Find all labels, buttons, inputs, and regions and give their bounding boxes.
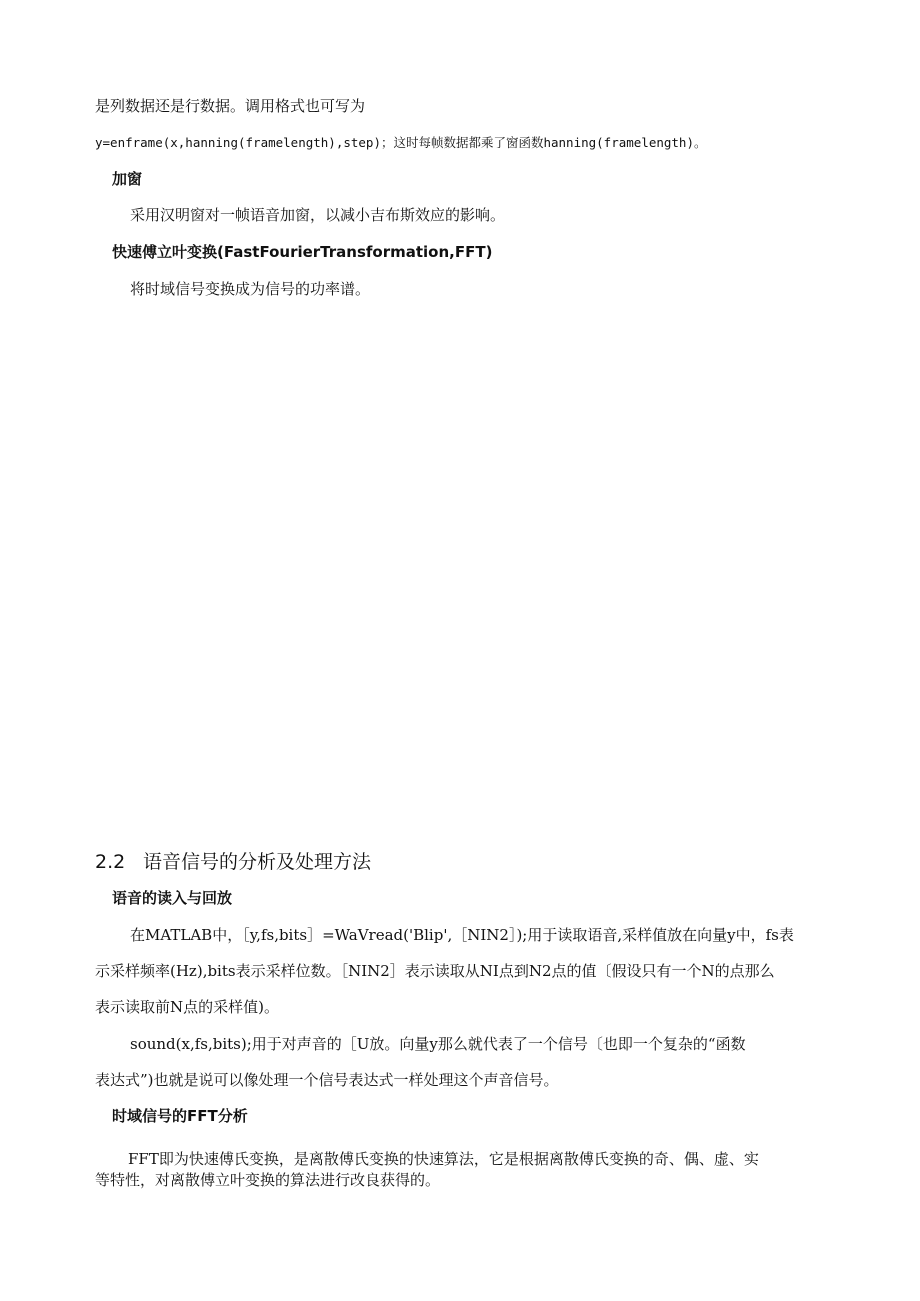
code-line: y=enframe(x,hanning(framelength),step)；这时每帧数据都乘了窗函数hanning(framelength)。	[95, 135, 707, 150]
text-line: 在MATLAB中，［y,fs,bits］=WaVread('Blip',［NIN2］);用于读取语音,采样值放在向量y中，fs表	[130, 926, 794, 944]
text-line: 等特性，对离散傅立叶变换的算法进行改良获得的。	[95, 1171, 441, 1189]
text-line: 表达式”)也就是说可以像处理一个信号表达式一样处理这个声音信号。	[95, 1071, 559, 1089]
text-line: 是列数据还是行数据。调用格式也可写为	[95, 97, 366, 115]
text-line: sound(x,fs,bits);用于对声音的［U放。向量y那么就代表了一个信号〔也即一个复杂的“函数	[130, 1035, 746, 1053]
section-number: 2.2	[95, 851, 126, 873]
subheading-reading: 语音的读入与回放	[112, 889, 233, 907]
text-line: 将时域信号变换成为信号的功率谱。	[130, 280, 371, 298]
text-line: FFT即为快速傅氏变换，是离散傅氏变换的快速算法，它是根据离散傅氏变换的奇、偶、虚、实	[128, 1150, 759, 1168]
text-line: 采用汉明窗对一帧语音加窗，以减小吉布斯效应的影响。	[130, 206, 506, 224]
text-line: 表示读取前N点的采样值)。	[95, 998, 279, 1016]
subheading-fft: 快速傅立叶变换(FastFourierTransformation,FFT)	[112, 243, 493, 261]
subheading-windowing: 加窗	[112, 170, 143, 188]
section-title	[95, 849, 371, 875]
text-line: 示采样频率(Hz),bits表示采样位数。［NIN2］表示读取从NI点到N2点的值〔假设只有一个N的点那么	[95, 962, 775, 980]
subheading-fft-analysis: 时域信号的FFT分析	[112, 1107, 248, 1125]
section-title-text: 语音信号的分析及处理方法	[143, 851, 372, 873]
